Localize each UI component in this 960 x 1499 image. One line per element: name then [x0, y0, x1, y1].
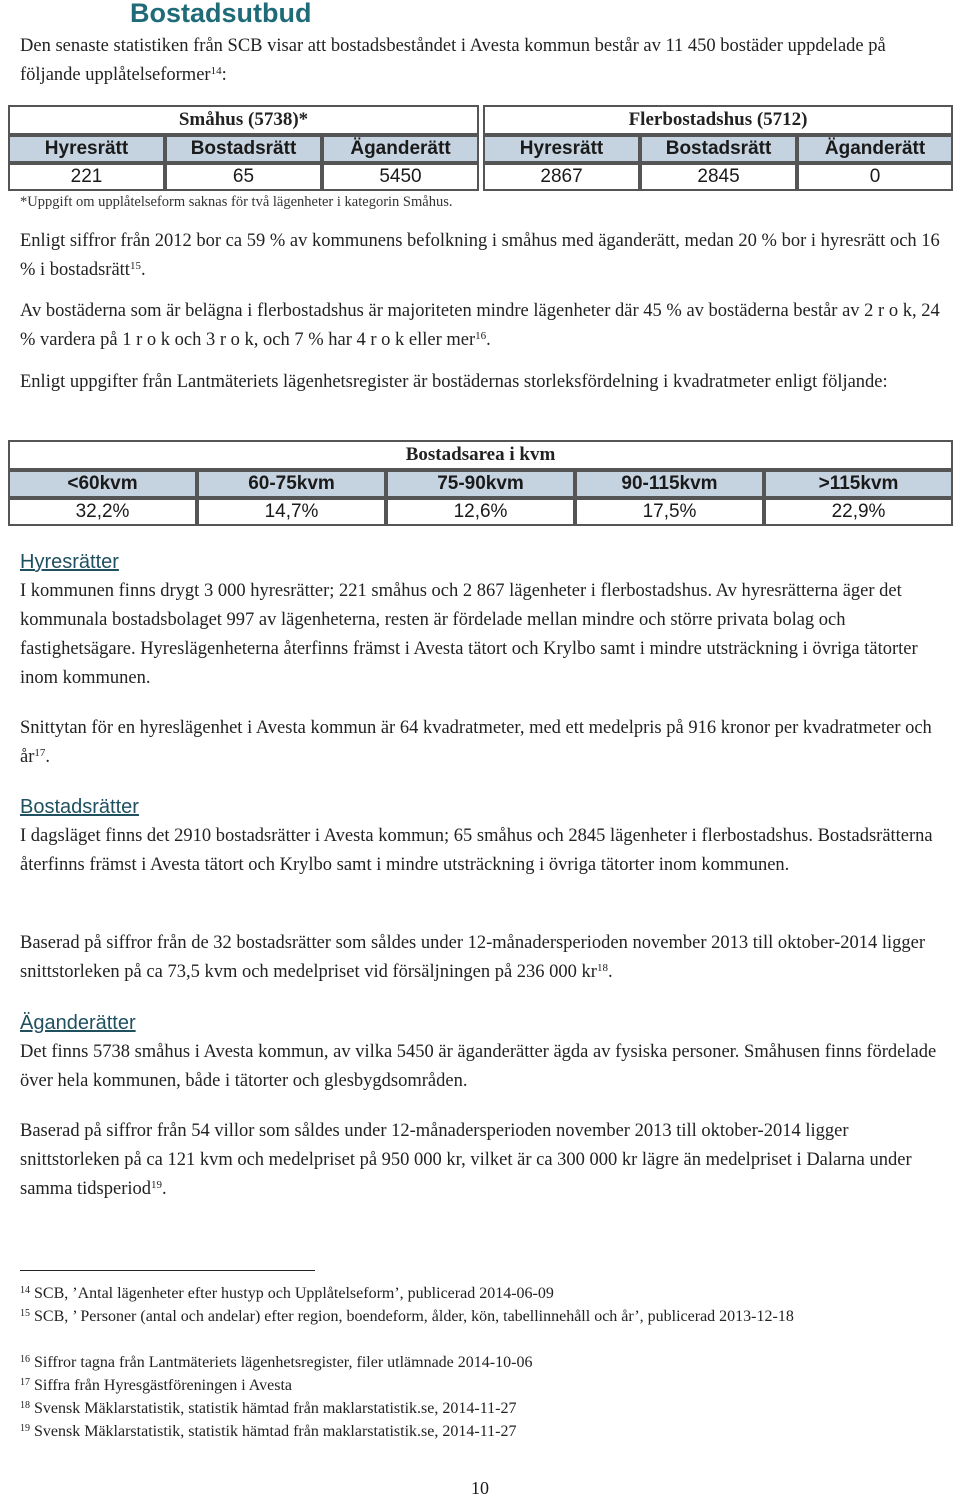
- page-title: Bostadsutbud: [130, 0, 312, 28]
- value-cell: 5450: [322, 163, 479, 191]
- header-cell: Hyresrätt: [8, 135, 165, 163]
- footnote-18: [20, 1398, 940, 1420]
- value-cell: 14,7%: [197, 498, 386, 526]
- footnote-19: [20, 1421, 940, 1443]
- header-cell: <60kvm: [8, 470, 197, 498]
- footnote-text: SCB, ’ Personer (antal och andelar) efter region, boendeform, ålder, kön, tabellinnehåll och år’, publicerad 2013-12-18: [34, 1308, 794, 1325]
- hyresratter-paragraph-2: [20, 714, 950, 772]
- footnote-text: Siffra från Hyresgästföreningen i Avesta: [34, 1377, 292, 1394]
- paragraph-flerbostad: [20, 297, 950, 355]
- footnote-17: [20, 1375, 940, 1397]
- value-cell: 2845: [640, 163, 797, 191]
- header-cell: 75-90kvm: [386, 470, 575, 498]
- area-table-title: Bostadsarea i kvm: [8, 440, 953, 470]
- footnote-ref-17: 17: [34, 747, 46, 759]
- area-table: [8, 440, 953, 526]
- page-number: 10: [471, 1478, 489, 1498]
- value-cell: 32,2%: [8, 498, 197, 526]
- bostadsratter-paragraph-2: [20, 929, 950, 987]
- header-cell: >115kvm: [764, 470, 953, 498]
- footnote-text: Svensk Mäklarstatistik, statistik hämtad från maklarstatistik.se, 2014-11-27: [34, 1423, 517, 1440]
- header-cell: Äganderätt: [322, 135, 479, 163]
- section-heading-hyresratter: Hyresrätter: [20, 551, 119, 573]
- value-cell: 0: [797, 163, 953, 191]
- aganderatter-paragraph-2: [20, 1117, 950, 1204]
- footnote-15: [20, 1306, 940, 1328]
- footnote-number: 19: [20, 1423, 30, 1434]
- flerbostad-text: Av bostäderna som är belägna i flerbostadshus är majoriteten mindre lägenheter där 45 % av bostäderna består av 2 r o k, 24 % vardera på 1 r o k och 3 r o k, och 7 % har 4 r o k eller mer: [20, 301, 940, 350]
- footnote-ref-16: 16: [475, 330, 487, 342]
- intro-text: Den senaste statistiken från SCB visar att bostadsbeståndet i Avesta kommun består av 11 450 bostäder uppdelade på följande upplåtelseformer: [20, 36, 886, 85]
- header-cell: 90-115kvm: [575, 470, 764, 498]
- footnote-16: [20, 1352, 940, 1374]
- bostadsratter-p2-tail: .: [607, 962, 613, 982]
- intro-tail: :: [221, 65, 227, 85]
- footnote-ref-15: 15: [129, 260, 141, 272]
- footnote-ref-18: 18: [596, 962, 608, 974]
- hyresratter-p2-tail: .: [45, 747, 50, 767]
- befolkning-tail: .: [140, 260, 146, 280]
- value-cell: 221: [8, 163, 165, 191]
- footnote-text: Siffror tagna från Lantmäteriets lägenhetsregister, filer utlämnade 2014-10-06: [34, 1354, 533, 1371]
- footnote-ref-19: 19: [151, 1179, 163, 1191]
- paragraph-storlek: Enligt uppgifter från Lantmäteriets lägenhetsregister är bostädernas storleksfördelning i kvadratmeter enligt följande:: [20, 372, 888, 392]
- header-cell: Bostadsrätt: [165, 135, 322, 163]
- intro-paragraph: [20, 32, 950, 90]
- value-cell: 2867: [483, 163, 640, 191]
- header-cell: Bostadsrätt: [640, 135, 797, 163]
- footnote-text: Svensk Mäklarstatistik, statistik hämtad från maklarstatistik.se, 2014-11-27: [34, 1400, 517, 1417]
- value-cell: 12,6%: [386, 498, 575, 526]
- group-header-flerbostadshus: Flerbostadshus (5712): [483, 105, 953, 135]
- tenure-table: [8, 105, 953, 191]
- hyresratter-p2-text: Snittytan för en hyreslägenhet i Avesta kommun är 64 kvadratmeter, med ett medelpris på 916 kronor per kvadratmeter och år: [20, 718, 932, 767]
- paragraph-befolkning: [20, 227, 950, 285]
- header-cell: Äganderätt: [797, 135, 953, 163]
- group-header-smahus: Småhus (5738)*: [8, 105, 479, 135]
- bostadsratter-paragraph-1: I dagsläget finns det 2910 bostadsrätter i Avesta kommun; 65 småhus och 2845 lägenheter i flerbostadshus. Bostadsrätterna återfinns främst i Avesta tätort och Krylbo samt i mindre utsträckning i övriga tätorter inom kommunen.: [20, 826, 933, 875]
- footnote-number: 17: [20, 1377, 30, 1388]
- hyresratter-paragraph-1: I kommunen finns drygt 3 000 hyresrätter; 221 småhus och 2 867 lägenheter i flerbostadshus. Av hyresrätterna äger det kommunala bostadsbolaget 997 av lägenheterna, resten är fördelade mellan mindre och större privata bolag och fastighetsägare. Hyreslägenheterna återfinns främst i Avesta tätort och Krylbo samt i mindre utsträckning i övriga tätorter inom kommunen.: [20, 581, 918, 688]
- aganderatter-paragraph-1: Det finns 5738 småhus i Avesta kommun, av vilka 5450 är äganderätter ägda av fysiska personer. Småhusen finns fördelade över hela kommunen, både i tätorter och glesbygdsområden.: [20, 1042, 937, 1091]
- aganderatter-p2-tail: .: [162, 1179, 167, 1199]
- footnote-text: SCB, ’Antal lägenheter efter hustyp och Upplåtelseform’, publicerad 2014-06-09: [34, 1285, 554, 1302]
- footnote-separator: [20, 1270, 315, 1271]
- befolkning-text: Enligt siffror från 2012 bor ca 59 % av kommunens befolkning i småhus med äganderätt, medan 20 % bor i hyresrätt och 16 % i bostadsrätt: [20, 231, 940, 280]
- footnote-number: 14: [20, 1285, 30, 1296]
- flerbostad-tail: .: [486, 330, 491, 350]
- value-cell: 22,9%: [764, 498, 953, 526]
- footnote-ref-14: 14: [210, 65, 222, 77]
- footnote-number: 18: [20, 1400, 30, 1411]
- section-heading-aganderatter: Äganderätter: [20, 1012, 136, 1034]
- header-cell: Hyresrätt: [483, 135, 640, 163]
- value-cell: 65: [165, 163, 322, 191]
- footnote-14: [20, 1283, 940, 1305]
- value-cell: 17,5%: [575, 498, 764, 526]
- section-heading-bostadsratter: Bostadsrätter: [20, 796, 139, 818]
- header-cell: 60-75kvm: [197, 470, 386, 498]
- table-footnote: *Uppgift om upplåtelseform saknas för två lägenheter i kategorin Småhus.: [20, 194, 453, 210]
- footnote-number: 15: [20, 1308, 30, 1319]
- aganderatter-p2-text: Baserad på siffror från 54 villor som såldes under 12-månadersperioden november 2013 till oktober-2014 ligger snittstorleken på ca 121 kvm och medelpriset på 950 000 kr, vilket är ca 300 000 kr lägre än medelpriset i Dalarna under samma tidsperiod: [20, 1121, 912, 1199]
- footnote-number: 16: [20, 1354, 30, 1365]
- bostadsratter-p2-text: Baserad på siffror från de 32 bostadsrätter som såldes under 12-månadersperioden november 2013 till oktober-2014 ligger snittstorleken på ca 73,5 kvm och medelpriset vid försäljningen på 236 000 kr: [20, 933, 926, 982]
